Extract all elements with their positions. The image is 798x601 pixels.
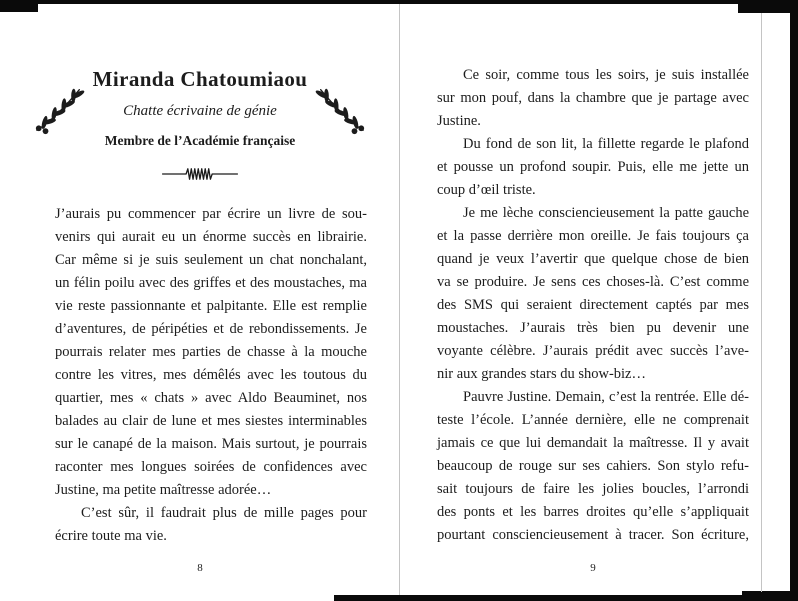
right-page-edge-line xyxy=(761,13,762,592)
text-line: voyante célèbre. J’aurais prédit avec succès l’ave- xyxy=(437,343,749,359)
right-page xyxy=(399,0,761,601)
text-line: beaucoup de rouge sur ses cahiers. Son stylo refu- xyxy=(437,458,749,474)
text-line: Ce soir, comme tous les soirs, je suis installée xyxy=(463,67,749,83)
text-line: Car même si je suis seulement un chat nonchalant, xyxy=(55,252,367,268)
squiggle-divider-icon xyxy=(0,166,399,182)
text-line: sur le canapé de la maison. Mais surtout, je pourrais xyxy=(55,436,367,452)
text-line: des ponts et les barres droites qu’elle s’appliquait xyxy=(437,504,749,520)
left-page-number: 8 xyxy=(197,562,203,574)
text-line: jamais ce que lui demandait la maîtresse. Il y avait xyxy=(437,435,749,451)
scan-edge-right xyxy=(790,0,798,601)
text-line: raconter mes longues soirées de confidences avec xyxy=(55,459,367,475)
text-line: écrire toute ma vie. xyxy=(55,528,167,544)
page-title: Miranda Chatoumiaou xyxy=(92,67,308,91)
text-line: et la passe derrière mon oreille. Je fais toujours ça xyxy=(437,228,749,244)
paragraph xyxy=(437,133,749,202)
text-line: d’aventures, de péripéties et de rebondissements. Je xyxy=(55,321,367,337)
olive-branch-right-icon xyxy=(311,80,369,136)
text-line: Justine. xyxy=(437,113,481,129)
paragraph xyxy=(437,64,749,133)
text-line: nir aux grandes stars du show-biz… xyxy=(437,366,646,382)
text-line: balades au clair de lune et mes siestes interminables xyxy=(55,413,367,429)
text-line: teste l’école. L’année dernière, elle ne comprenait xyxy=(437,412,749,428)
text-line: un félin poilu avec des griffes et des moustaches, ma xyxy=(55,275,367,291)
text-line: venirs qui aurait eu un énorme succès en librairie. xyxy=(55,229,367,245)
text-line: contre les vitres, mes démêlés avec les toutous du xyxy=(55,367,367,383)
text-line: vie reste passionnante et palpitante. Elle est remplie xyxy=(55,298,367,314)
text-line: sur mon pouf, dans la chambre que je partage avec xyxy=(437,90,749,106)
text-line: quartier, mes « chats » avec Aldo Beauminet, nos xyxy=(55,390,367,406)
text-line: Pauvre Justine. Demain, c’est la rentrée. Elle dé- xyxy=(463,389,749,405)
text-line: Justine, ma petite maîtresse adorée… xyxy=(55,482,272,498)
text-line: et pousse un profond soupir. Puis, elle me jette un xyxy=(437,159,749,175)
text-line: Du fond de son lit, la fillette regarde le plafond xyxy=(463,136,749,152)
page-subtitle: Chatte écrivaine de génie xyxy=(123,103,277,119)
chapter-header xyxy=(18,66,382,150)
right-page-number: 9 xyxy=(590,562,596,574)
paragraph xyxy=(437,202,749,386)
text-line: coup d’œil triste. xyxy=(437,182,536,198)
paragraph xyxy=(55,203,367,502)
olive-branch-left-icon xyxy=(31,80,89,136)
text-line: va se produire. Je sens ces choses-là. C’est comme xyxy=(437,274,749,290)
chapter-header-text xyxy=(91,66,309,150)
page-affiliation: Membre de l’Académie française xyxy=(104,133,296,148)
paragraph xyxy=(55,502,367,548)
right-page-text xyxy=(437,64,749,547)
text-line: pourrais relater mes parties de chasse à la mouche xyxy=(55,344,367,360)
text-line: C’est sûr, il faudrait plus de mille pages pour xyxy=(81,505,367,521)
text-line: pourtant consciencieusement à tracer. Son écriture, xyxy=(437,527,749,543)
text-line: sait toujours de faire les jolies boucles, l’arrondi xyxy=(437,481,749,497)
text-line: Je me lèche consciencieusement la patte gauche xyxy=(463,205,749,221)
text-line: J’aurais pu commencer par écrire un livre de sou- xyxy=(55,206,367,222)
text-line: des SMS qui seraient directement captés par mes xyxy=(437,297,749,313)
paragraph xyxy=(437,386,749,547)
text-line: moustaches. J’aurais très bien pu devenir une xyxy=(437,320,749,336)
left-page-text xyxy=(55,203,367,548)
text-line: quand je veux l’avertir que quelque chose de bien xyxy=(437,251,749,267)
